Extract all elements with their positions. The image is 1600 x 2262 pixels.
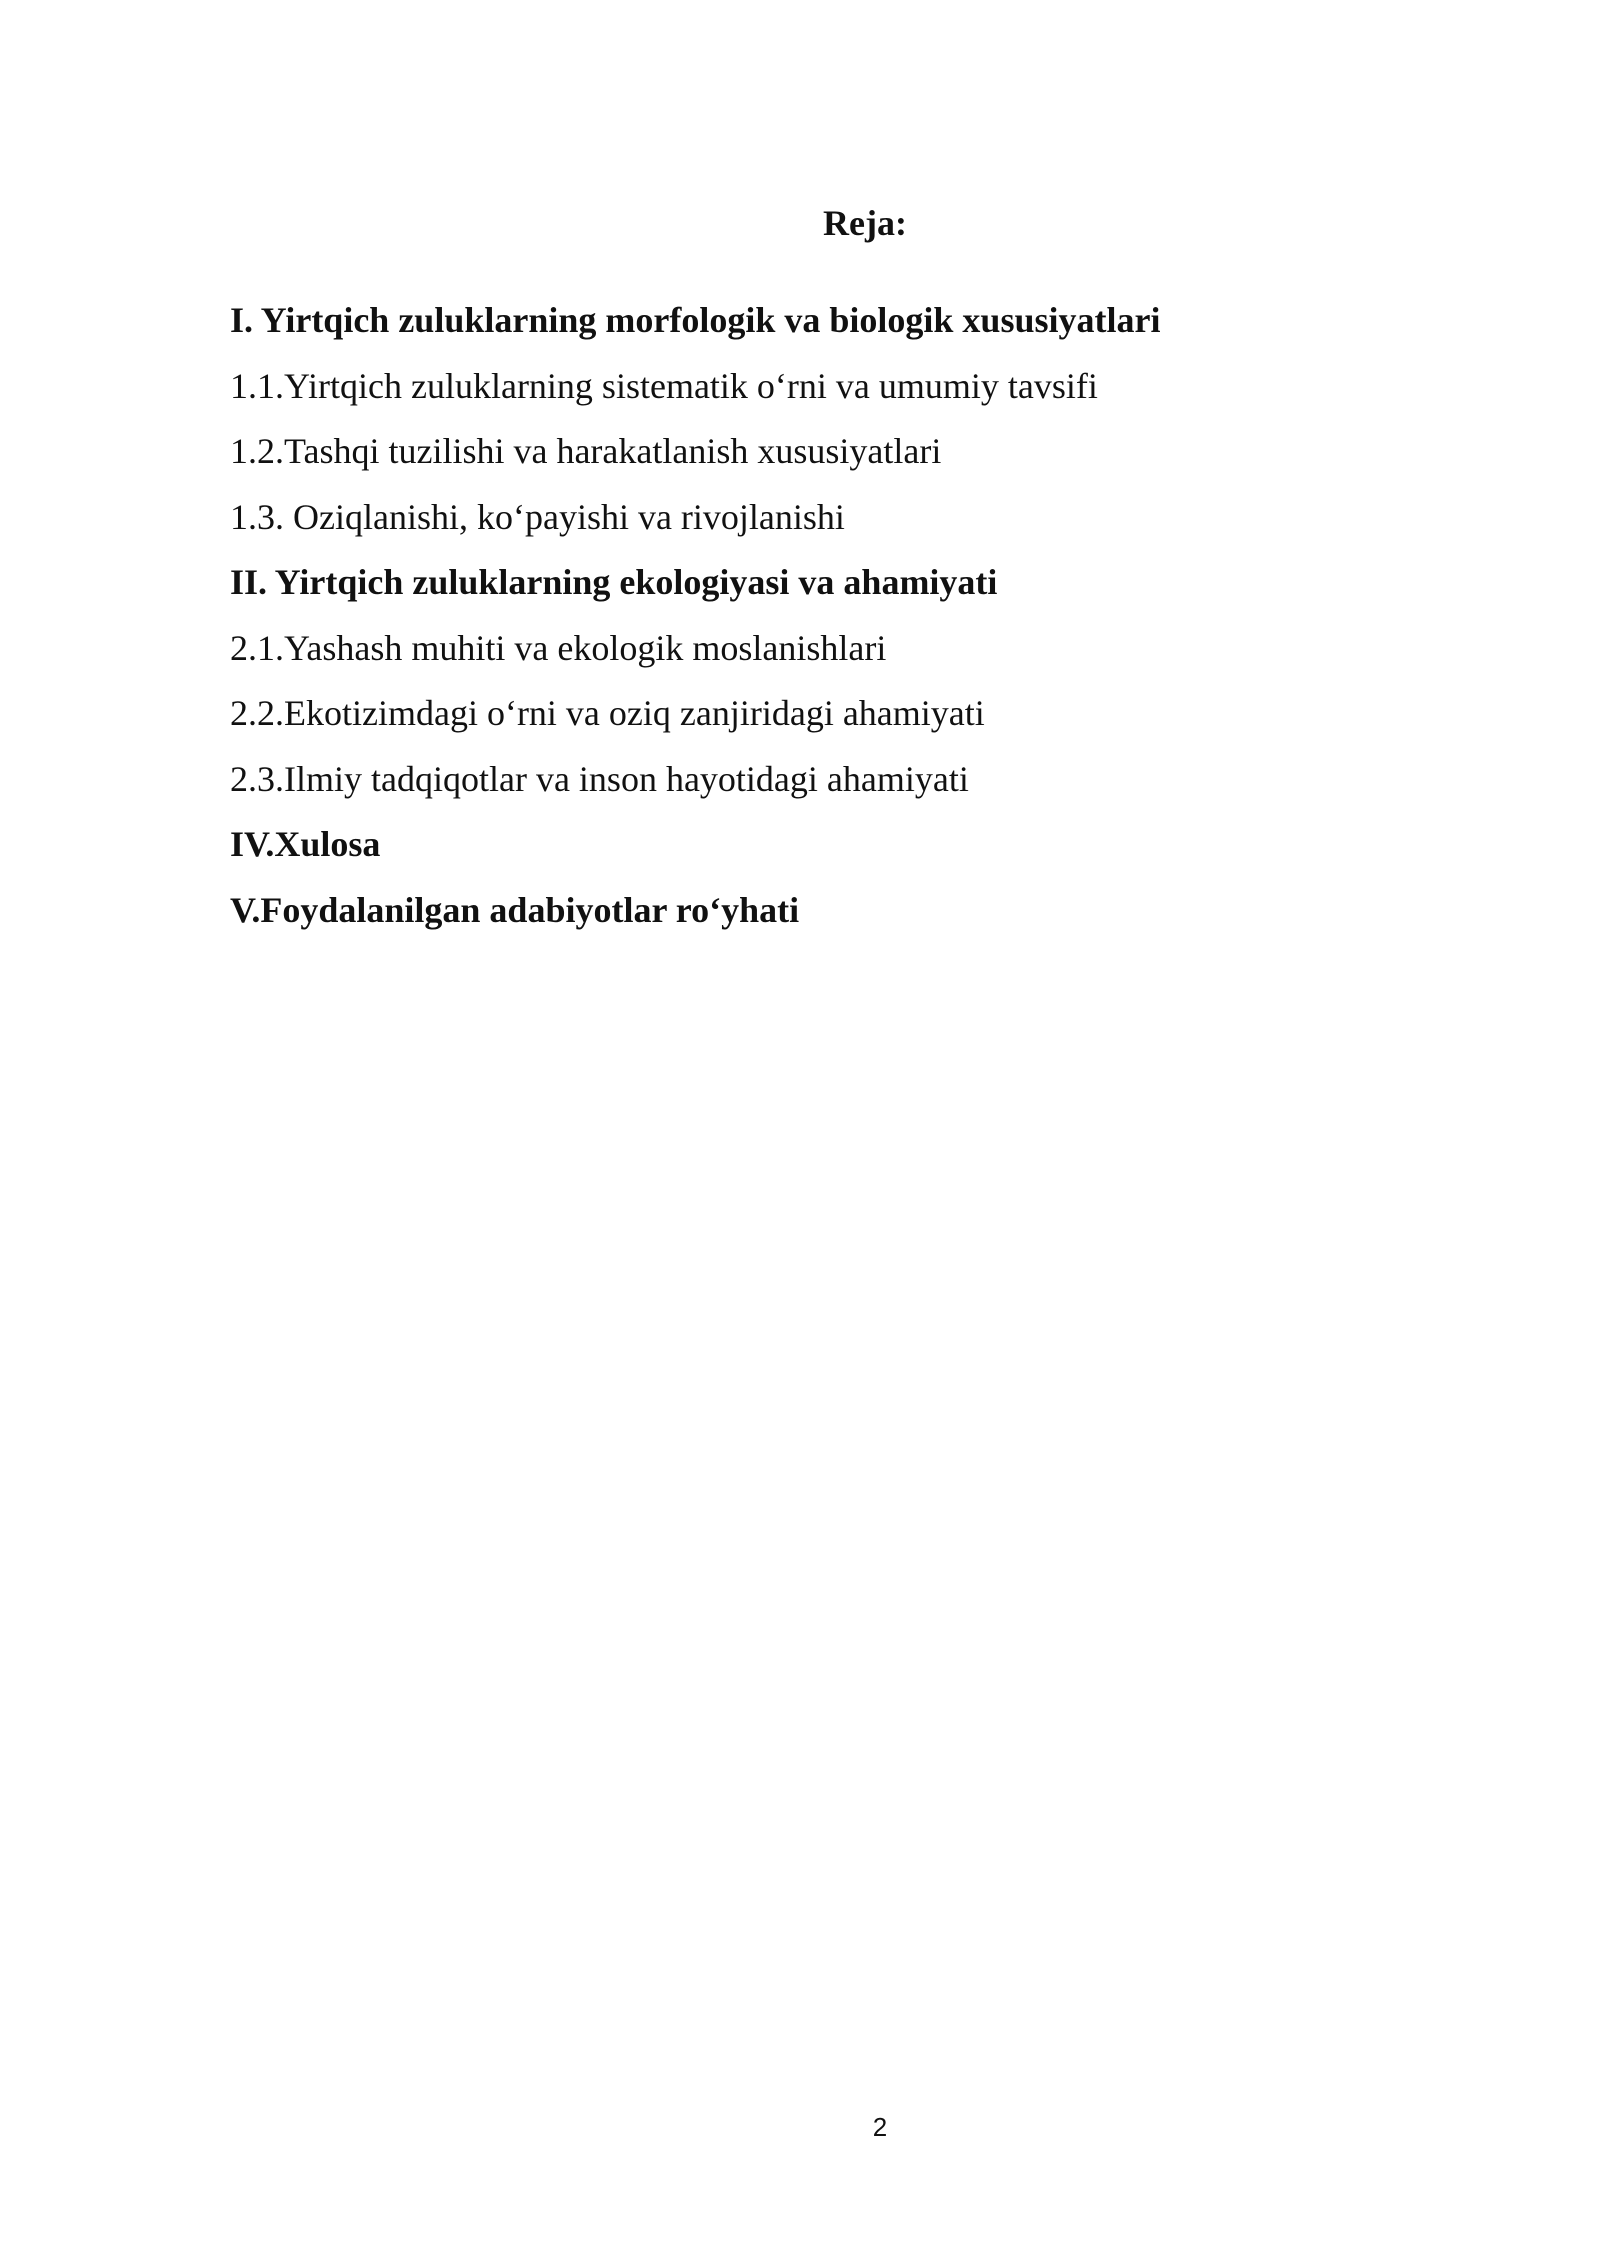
table-of-contents (230, 288, 1470, 943)
toc-section-conclusion: IV.Xulosa (230, 824, 381, 864)
toc-section-references: V.Foydalanilgan adabiyotlar ro‘yhati (230, 889, 800, 930)
toc-item-2-2: 2.2.Ekotizimdagi o‘rni va oziq zanjiridagi ahamiyati (230, 693, 985, 733)
page-number: 2 (872, 2112, 888, 2142)
page-title: Reja: (823, 203, 907, 243)
toc-item-1-3: 1.3. Oziqlanishi, ko‘payishi va rivojlanishi (230, 496, 845, 537)
toc-section-1: I. Yirtqich zuluklarning morfologik va biologik xususiyatlari (230, 300, 1161, 340)
toc-item-1-1: 1.1.Yirtqich zuluklarning sistematik o‘rni va umumiy tavsifi (230, 365, 1098, 406)
toc-item-2-3: 2.3.Ilmiy tadqiqotlar va inson hayotidagi ahamiyati (230, 758, 969, 799)
toc-item-1-2: 1.2.Tashqi tuzilishi va harakatlanish xususiyatlari (230, 431, 942, 471)
toc-section-2: II. Yirtqich zuluklarning ekologiyasi va ahamiyati (230, 562, 998, 602)
toc-item-2-1: 2.1.Yashash muhiti va ekologik moslanishlari (230, 627, 887, 668)
